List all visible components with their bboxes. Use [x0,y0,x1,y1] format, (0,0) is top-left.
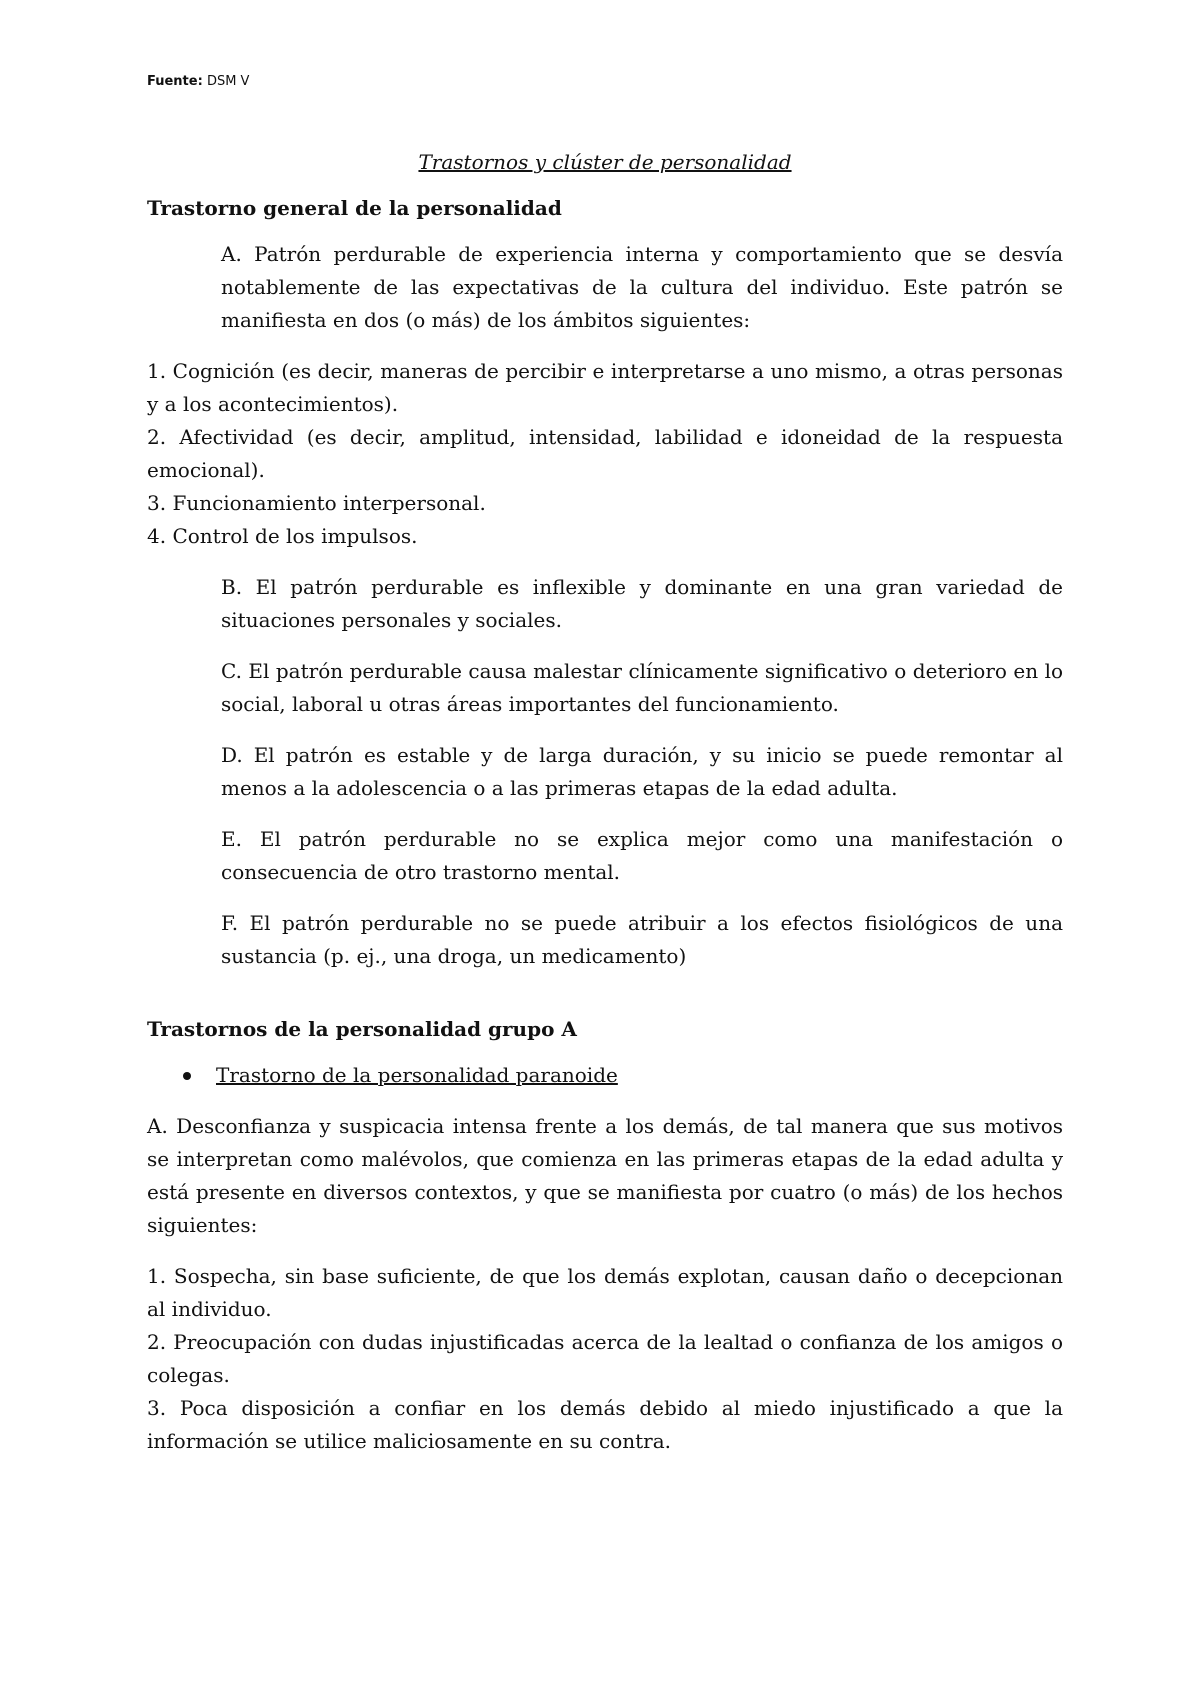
criterion-b: B. El patrón perdurable es inflexible y dominante en una gran variedad de situaciones personales y sociales. [221,575,1063,632]
criterion-d: D. El patrón es estable y de larga duración, y su inicio se puede remontar al menos a la adolescencia o a las primeras etapas de la edad adulta. [221,743,1063,800]
list-item: 4. Control de los impulsos. [147,524,418,548]
criterion-c: C. El patrón perdurable causa malestar clínicamente significativo o deterioro en lo social, laboral u otras áreas importantes del funcionamiento. [221,659,1063,716]
document-title: Trastornos y clúster de personalidad [418,150,792,174]
general-domain-list [147,355,1063,553]
list-item: 1. Cognición (es decir, maneras de percibir e interpretarse a uno mismo, a otras personas y a los acontecimientos). [147,359,1063,416]
list-item: 2. Preocupación con dudas injustificadas acerca de la lealtad o confianza de los amigos o colegas. [147,1330,1063,1387]
source-label: Fuente: [147,74,203,89]
source-note [147,74,249,89]
criterion-e: E. El patrón perdurable no se explica mejor como una manifestación o consecuencia de otro trastorno mental. [221,827,1063,884]
paranoid-criteria-list [147,1260,1063,1458]
list-item: 2. Afectividad (es decir, amplitud, intensidad, labilidad e idoneidad de la respuesta emocional). [147,425,1063,482]
list-item: 3. Poca disposición a confiar en los demás debido al miedo injustificado a que la información se utilice maliciosamente en su contra. [147,1396,1063,1453]
criterion-a-general: A. Patrón perdurable de experiencia interna y comportamiento que se desvía notablemente de las expectativas de la cultura del individuo. Este patrón se manifiesta en dos (o más) de los ámbitos siguientes: [221,242,1063,332]
list-item: 1. Sospecha, sin base suficiente, de que los demás explotan, causan daño o decepcionan al individuo. [147,1264,1063,1321]
bullet-item [183,1059,1063,1092]
bullet-dot-icon [183,1072,191,1080]
document-body [147,146,1063,1476]
criterion-a-paranoid: A. Desconfianza y suspicacia intensa frente a los demás, de tal manera que sus motivos se interpretan como malévolos, que comienza en las primeras etapas de la edad adulta y está presente en diversos contextos, y que se manifiesta por cuatro (o más) de los hechos siguientes: [147,1114,1063,1237]
subsection-title-paranoid: Trastorno de la personalidad paranoide [216,1063,618,1087]
list-item: 3. Funcionamiento interpersonal. [147,491,486,515]
criterion-f: F. El patrón perdurable no se puede atribuir a los efectos fisiológicos de una sustancia (p. ej., una droga, un medicamento) [221,911,1063,968]
section-heading-general: Trastorno general de la personalidad [147,196,562,220]
section-heading-group-a: Trastornos de la personalidad grupo A [147,1017,577,1041]
source-value: DSM V [206,74,250,89]
